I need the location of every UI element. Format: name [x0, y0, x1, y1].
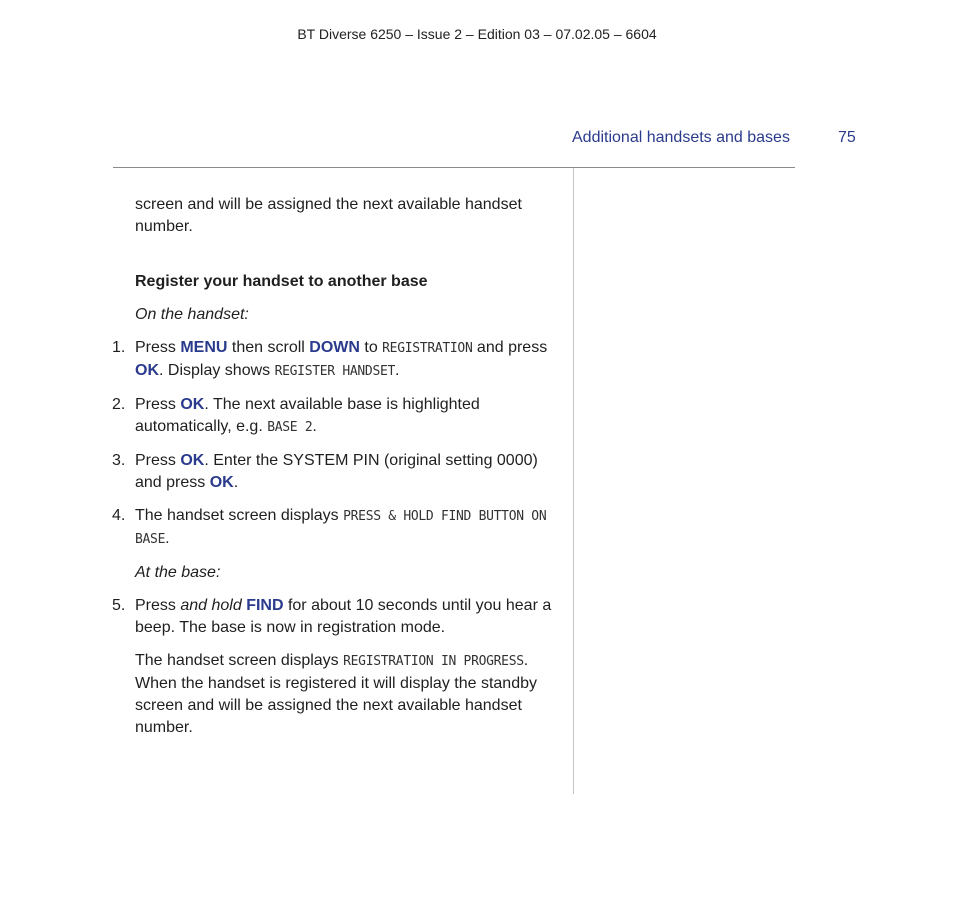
step-text: for about 10 seconds until you hear a beep. The base is now in registration mode.	[135, 597, 552, 636]
ok-key: OK	[209, 474, 234, 491]
step-text: .	[165, 530, 170, 547]
step-text: . Display shows	[159, 362, 275, 379]
section-title: Additional handsets and bases	[572, 129, 790, 146]
main-content	[112, 194, 560, 739]
step-number: 3.	[112, 452, 126, 469]
step-text: Press	[135, 452, 181, 469]
ok-key: OK	[135, 362, 159, 379]
page-number: 75	[838, 129, 856, 146]
step-text: . Enter the SYSTEM PIN (original setting 0000) and press	[135, 452, 538, 491]
step-3	[112, 450, 560, 494]
step-text: .	[395, 362, 400, 379]
display-text: REGISTRATION	[382, 341, 473, 356]
step-text: then scroll	[227, 339, 310, 356]
paragraph-text: . When the handset is registered it will display the standby screen and will be assigned the next available handset number.	[135, 652, 537, 736]
subheading: Register your handset to another base	[135, 273, 428, 290]
ok-key: OK	[180, 452, 205, 469]
step-text: Press	[135, 339, 181, 356]
menu-key: MENU	[180, 339, 228, 356]
document-reference: BT Diverse 6250 – Issue 2 – Edition 03 – 07.02.05 – 6604	[297, 26, 657, 42]
display-text: BASE 2	[267, 420, 313, 435]
header-rule	[113, 167, 795, 168]
step-text: and press	[472, 339, 548, 356]
ok-key: OK	[180, 396, 205, 413]
step-1	[112, 337, 560, 383]
column-divider	[573, 168, 574, 794]
step-number: 2.	[112, 396, 126, 413]
step-5	[112, 595, 560, 639]
find-key: FIND	[246, 597, 284, 614]
at-base-label: At the base:	[135, 564, 221, 581]
display-text: REGISTER HANDSET	[274, 364, 396, 379]
paragraph-text: The handset screen displays	[135, 652, 344, 669]
step-number: 1.	[112, 339, 126, 356]
step-text: . The next available base is highlighted automatically, e.g.	[135, 396, 480, 435]
step-text: Press	[135, 597, 181, 614]
display-text: PRESS & HOLD FIND BUTTON ON BASE	[135, 509, 547, 547]
display-text: REGISTRATION IN PROGRESS	[343, 654, 524, 669]
down-key: DOWN	[309, 339, 360, 356]
step-text: Press	[135, 396, 181, 413]
step-2	[112, 394, 560, 439]
step-text: .	[233, 474, 239, 491]
on-handset-label: On the handset:	[135, 306, 249, 323]
intro-paragraph: screen and will be assigned the next available handset number.	[135, 196, 522, 235]
step-text: to	[359, 339, 383, 356]
step-text: .	[312, 418, 317, 435]
step-number: 4.	[112, 507, 126, 524]
step-4	[112, 505, 560, 551]
final-paragraph	[135, 650, 560, 739]
step-number: 5.	[112, 597, 126, 614]
emphasis-text: and hold	[180, 597, 242, 614]
step-text: The handset screen displays	[135, 507, 344, 524]
